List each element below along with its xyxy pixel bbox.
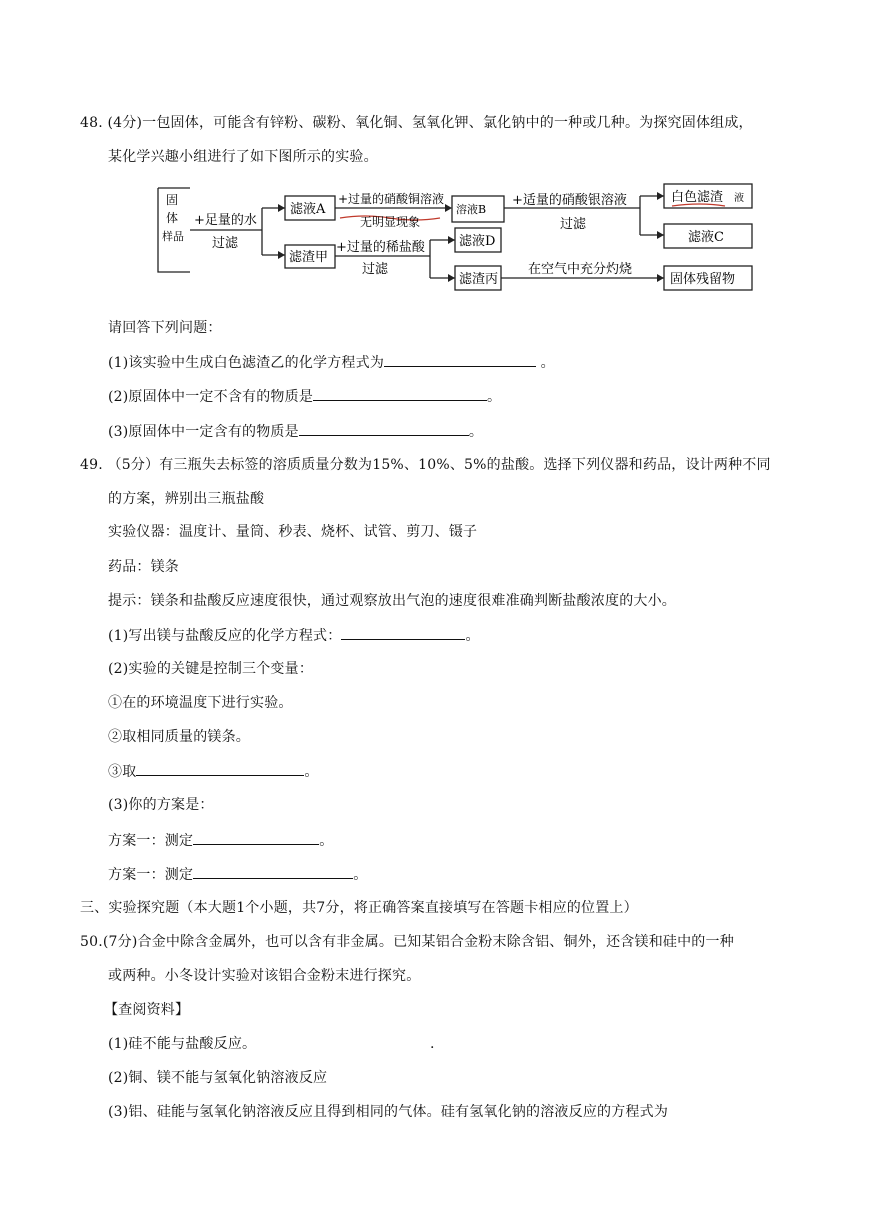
q49-plan2-end: 。 bbox=[353, 867, 368, 883]
q50-ref1-dot: . bbox=[430, 1036, 435, 1052]
q49-condition3-text: ③取 bbox=[108, 764, 137, 780]
q48-sub1-text: (1)该实验中生成白色滤渣乙的化学方程式为 bbox=[108, 355, 385, 371]
answer-blank[interactable] bbox=[313, 386, 487, 401]
q50-ref-title: 【查阅资料】 bbox=[104, 1002, 190, 1018]
q48-sub3 bbox=[108, 421, 483, 442]
q49-condition3 bbox=[108, 761, 319, 782]
q48-sub2-end: 。 bbox=[487, 389, 502, 405]
q49-part1-end: 。 bbox=[465, 628, 480, 644]
q48-sub1-end: 。 bbox=[536, 355, 555, 371]
filtrate-d-label: 滤液D bbox=[459, 234, 496, 249]
white-residue-suffix: 液 bbox=[734, 193, 744, 204]
answer-blank[interactable] bbox=[341, 625, 465, 640]
step1-operation: 过滤 bbox=[212, 236, 239, 251]
sample-char-2: 体 bbox=[166, 211, 179, 225]
q49-instruments: 实验仪器：温度计、量筒、秒表、烧杯、试管、剪刀、镊子 bbox=[108, 524, 478, 540]
q50-line1: 50.(7分)合金中除含金属外，也可以含有非金属。已知某铝合金粉末除含铝、铜外，还含镁和硅中的一种 bbox=[80, 934, 734, 950]
q49-plan2 bbox=[108, 864, 367, 885]
section3-heading: 三、实验探究题（本大题1个小题，共7分，将正确答案直接填写在答题卡相应的位置上） bbox=[80, 900, 638, 916]
q50-ref1: (1)硅不能与盐酸反应。 bbox=[108, 1036, 257, 1052]
residue-bing-label: 滤渣丙 bbox=[459, 272, 499, 287]
q49-plan1-end: 。 bbox=[319, 833, 334, 849]
step3-operation: 过滤 bbox=[560, 217, 587, 232]
experiment-flow-diagram bbox=[150, 180, 760, 300]
step4-operation: 过滤 bbox=[362, 262, 389, 277]
q49-plan1-text: 方案一：测定 bbox=[108, 833, 194, 849]
answer-blank[interactable] bbox=[193, 830, 319, 845]
q49-line2: 的方案，辨别出三瓶盐酸 bbox=[108, 491, 265, 507]
q49-part3: (3)你的方案是： bbox=[108, 797, 214, 813]
step4-reagent: +过量的稀盐酸 bbox=[336, 240, 425, 255]
residue-jia-label: 滤渣甲 bbox=[289, 250, 329, 265]
q48-sub3-text: (3)原固体中一定含有的物质是 bbox=[108, 424, 299, 440]
q49-condition2: ②取相同质量的镁条。 bbox=[108, 729, 250, 745]
step5-operation: 在空气中充分灼烧 bbox=[528, 262, 633, 277]
sample-char-3: 样品 bbox=[162, 230, 184, 243]
q50-ref2: (2)铜、镁不能与氢氧化钠溶液反应 bbox=[108, 1070, 328, 1086]
step2-note: 无明显现象 bbox=[360, 215, 421, 229]
white-residue-label: 白色滤渣 bbox=[671, 190, 724, 205]
sample-char-1: 固 bbox=[166, 193, 179, 207]
q49-plan1 bbox=[108, 830, 333, 851]
filtrate-c-label: 滤液C bbox=[688, 230, 724, 245]
answer-blank[interactable] bbox=[193, 864, 353, 879]
answer-blank[interactable] bbox=[384, 352, 536, 367]
solid-residue-label: 固体残留物 bbox=[670, 272, 736, 287]
q48-sub1 bbox=[108, 352, 555, 373]
q49-line1: 49. （5分）有三瓶失去标签的溶质质量分数为15%、10%、5%的盐酸。选择下列仪器和药品，设计两种不同 bbox=[80, 457, 771, 473]
step1-reagent: +足量的水 bbox=[194, 213, 257, 228]
answer-blank[interactable] bbox=[299, 421, 469, 436]
q48-sub3-end: 。 bbox=[468, 424, 484, 440]
q49-hint: 提示：镁条和盐酸反应速度很快，通过观察放出气泡的速度很难准确判断盐酸浓度的大小。 bbox=[108, 593, 676, 609]
q49-condition3-end: 。 bbox=[304, 764, 319, 780]
q48-prompt: 请回答下列问题： bbox=[108, 320, 222, 336]
q49-part1-text: (1)写出镁与盐酸反应的化学方程式： bbox=[108, 628, 342, 644]
q48-sub2 bbox=[108, 386, 501, 407]
q49-part2: (2)实验的关键是控制三个变量： bbox=[108, 661, 314, 677]
q48-line1: 48. (4分)一包固体，可能含有锌粉、碳粉、氧化铜、氢氧化钾、氯化钠中的一种或几种。为探究固体组成， bbox=[80, 115, 753, 131]
answer-blank[interactable] bbox=[136, 761, 304, 776]
q49-condition1: ①在的环境温度下进行实验。 bbox=[108, 695, 293, 711]
step2-reagent: +过量的硝酸铜溶液 bbox=[338, 192, 445, 206]
q48-line2: 某化学兴趣小组进行了如下图所示的实验。 bbox=[108, 149, 378, 165]
q49-reagents: 药品：镁条 bbox=[108, 559, 179, 575]
q50-ref3: (3)铝、硅能与氢氧化钠溶液反应且得到相同的气体。硅有氢氧化钠的溶液反应的方程式为 bbox=[108, 1104, 669, 1120]
filtrate-a-label: 滤液A bbox=[290, 202, 326, 217]
q48-sub2-text: (2)原固体中一定不含有的物质是 bbox=[108, 389, 314, 405]
step3-reagent: +适量的硝酸银溶液 bbox=[512, 193, 627, 208]
q49-plan2-text: 方案一：测定 bbox=[108, 867, 194, 883]
q50-line2: 或两种。小冬设计实验对该铝合金粉末进行探究。 bbox=[108, 968, 421, 984]
solution-b-label: 溶液B bbox=[456, 203, 487, 216]
q49-part1 bbox=[108, 625, 480, 646]
